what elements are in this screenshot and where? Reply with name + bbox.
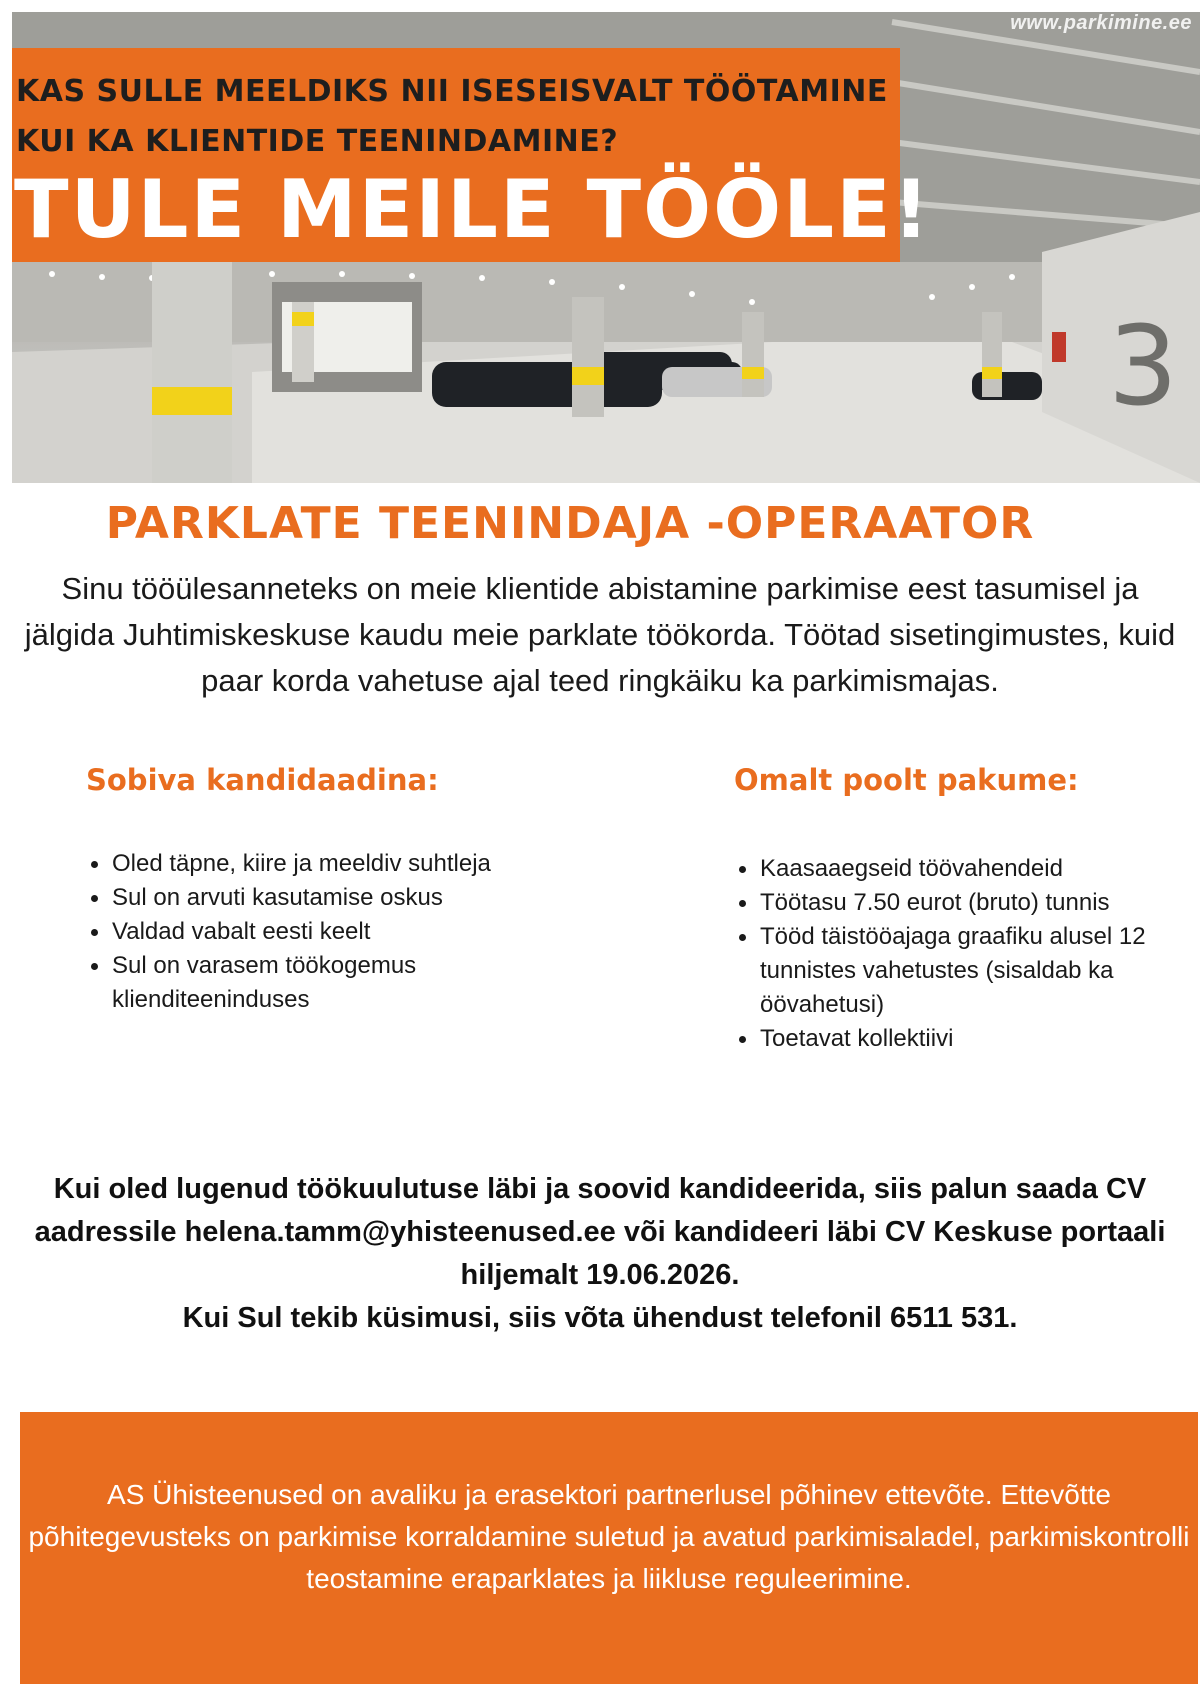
contact-phone-text: Kui Sul tekib küsimusi, siis võta ühendust telefonil 6511 531. [182, 1302, 1018, 1334]
company-description: AS Ühisteenused on avaliku ja erasektori partnerlusel põhinev ettevõte. Ettevõtte põhitegevusteks on parkimise korraldamine suletud ja avatud parkimisaladel, parkimiskontrolli teostamine eraparklates ja liikluse reguleerimine. [28, 1479, 1190, 1594]
requirements-heading: Sobiva kandidaadina: [86, 763, 439, 797]
requirements-list [86, 847, 526, 1017]
offer-section [734, 763, 1174, 1056]
job-title: PARKLATE TEENINDAJA -OPERAATOR [105, 498, 1035, 549]
application-instructions [20, 1168, 1180, 1340]
banner-question-line1: KAS SULLE MEELDIKS NII ISESEISVALT TÖÖTAMINE [16, 74, 888, 109]
requirements-list-item: Valdad vabalt eesti keelt [112, 915, 526, 949]
offer-heading: Omalt poolt pakume: [734, 763, 1079, 797]
requirements-list-item: Oled täpne, kiire ja meeldiv suhtleja [112, 847, 526, 881]
offer-list-item: Tööd täistööajaga graafiku alusel 12 tunnistes vahetustes (sisaldab ka öövahetusi) [760, 920, 1174, 1022]
company-info-box [20, 1412, 1198, 1684]
offer-list-item: Töötasu 7.50 eurot (bruto) tunnis [760, 886, 1174, 920]
requirements-list-item: Sul on varasem töökogemus klienditeeninduses [112, 949, 526, 1017]
job-intro: Sinu tööülesanneteks on meie klientide abistamine parkimise eest tasumisel ja jälgida Juhtimiskeskuse kaudu meie parklate töökorda. Töötad sisetingimustes, kuid paar korda vahetuse ajal teed ringkäiku ka parkimismajas. [24, 571, 1176, 698]
application-instructions-text: Kui oled lugenud töökuulutuse läbi ja soovid kandideerida, siis palun saada CV aadressile helena.tamm@yhisteenused.ee või kandideeri läbi CV Keskuse portaali hiljemalt 19.06.2026. [34, 1173, 1166, 1291]
hero-image [12, 12, 1200, 483]
garage-level-number: 3 [1108, 302, 1178, 430]
offer-list-item: Toetavat kollektiivi [760, 1022, 1174, 1056]
headline-banner [12, 48, 932, 262]
watermark-text: www.parkimine.ee [1010, 12, 1192, 34]
requirements-section [86, 763, 526, 1017]
banner-call-to-action: TULE MEILE TÖÖLE! [14, 163, 932, 256]
offer-list-item: Kaasaaegseid töövahendeid [760, 852, 1174, 886]
offer-list [734, 852, 1174, 1056]
banner-question-line2: KUI KA KLIENTIDE TEENINDAMINE? [16, 124, 619, 159]
requirements-list-item: Sul on arvuti kasutamise oskus [112, 881, 526, 915]
